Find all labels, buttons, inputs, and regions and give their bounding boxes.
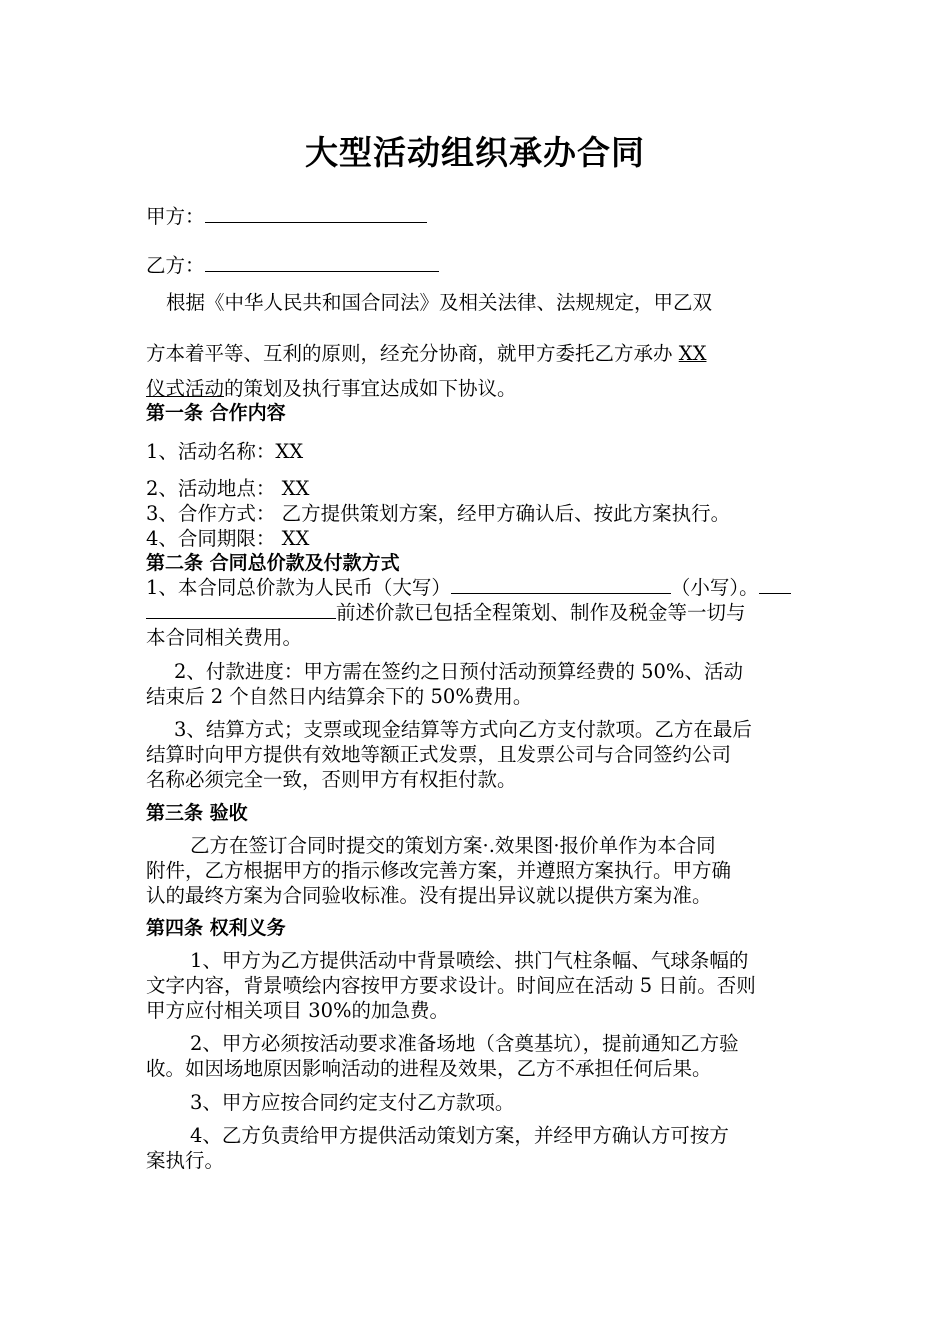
activity-name-underlined: XX [678, 342, 707, 365]
article-4-item-1-line-1: 1、甲方为乙方提供活动中背景喷绘、拱门气柱条幅、气球条幅的 [190, 949, 749, 972]
article-2-para-1-line-3: 本合同相关费用。 [146, 626, 303, 649]
party-a-label: 甲方： [146, 205, 205, 228]
article-2-para-3-line-1: 3、结算方式；支票或现金结算等方式向乙方支付款项。乙方在最后 [174, 718, 752, 741]
activity-type-underlined: 仪式活动 [146, 377, 225, 400]
price-lowercase-blank-end [146, 601, 336, 619]
intro-line-3-text: 的策划及执行事宜达成如下协议。 [224, 377, 517, 400]
article-2-para-1-line-2 [146, 597, 810, 625]
article-4-item-1-line-3: 甲方应付相关项目 30%的加急费。 [146, 999, 450, 1022]
article-4-item-3: 3、甲方应按合同约定支付乙方款项。 [190, 1091, 515, 1114]
article-2-heading: 第二条 合同总价款及付款方式 [146, 552, 400, 574]
article-1-item-4: 4、合同期限： XX [146, 527, 310, 550]
article-2-price-note: 前述价款已包括全程策划、制作及税金等一切与 [336, 601, 746, 624]
party-a-blank [205, 205, 427, 223]
article-4-heading: 第四条 权利义务 [146, 917, 286, 939]
price-lowercase-blank-start [759, 576, 791, 594]
price-uppercase-blank [451, 576, 671, 594]
article-1-item-3: 3、合作方式： 乙方提供策划方案，经甲方确认后、按此方案执行。 [146, 502, 731, 525]
article-4-item-4-line-1: 4、乙方负责给甲方提供活动策划方案，并经甲方确认方可按方 [190, 1124, 729, 1147]
article-4-item-4-line-2: 案执行。 [146, 1149, 225, 1172]
article-2-price-lower-label: （小写）。 [670, 576, 759, 599]
intro-line-3 [146, 373, 810, 401]
article-2-price-text: 1、本合同总价款为人民币（大写） [146, 576, 451, 599]
article-2-para-2-line-1: 2、付款进度：甲方需在签约之日预付活动预算经费的 50%、活动 [174, 660, 743, 683]
article-2-para-3-line-3: 名称必须完全一致，否则甲方有权拒付款。 [146, 768, 517, 791]
article-4-item-2-line-2: 收。如因场地原因影响活动的进程及效果，乙方不承担任何后果。 [146, 1057, 712, 1080]
party-b-line [146, 250, 810, 278]
article-1-item-1: 1、活动名称：XX [146, 440, 304, 463]
article-2-para-2-line-2: 结束后 2 个自然日内结算余下的 50%费用。 [146, 685, 533, 708]
intro-line-1: 根据《中华人民共和国合同法》及相关法律、法规规定，甲乙双 [166, 291, 713, 314]
article-3-line-2: 附件，乙方根据甲方的指示修改完善方案，并遵照方案执行。甲方确 [146, 859, 732, 882]
article-3-line-1: 乙方在签订合同时提交的策划方案·.效果图·报价单作为本合同 [190, 834, 716, 857]
article-2-para-3-line-2: 结算时向甲方提供有效地等额正式发票，且发票公司与合同签约公司 [146, 743, 732, 766]
article-3-heading: 第三条 验收 [146, 802, 248, 824]
intro-line-2-text: 方本着平等、互利的原则，经充分协商，就甲方委托乙方承办 [146, 342, 679, 365]
intro-line-2 [146, 338, 810, 366]
party-b-blank [205, 254, 439, 272]
document-title: 大型活动组织承办合同 [305, 133, 645, 172]
article-1-heading: 第一条 合作内容 [146, 402, 286, 424]
article-4-item-2-line-1: 2、甲方必须按活动要求准备场地（含奠基坑），提前通知乙方验 [190, 1032, 739, 1055]
article-2-para-1-line-1 [146, 572, 810, 600]
party-a-line [146, 201, 810, 229]
article-3-line-3: 认的最终方案为合同验收标准。没有提出异议就以提供方案为准。 [146, 884, 712, 907]
article-4-item-1-line-2: 文字内容，背景喷绘内容按甲方要求设计。时间应在活动 5 日前。否则 [146, 974, 756, 997]
article-1-item-2: 2、活动地点： XX [146, 477, 310, 500]
party-b-label: 乙方： [146, 254, 205, 277]
